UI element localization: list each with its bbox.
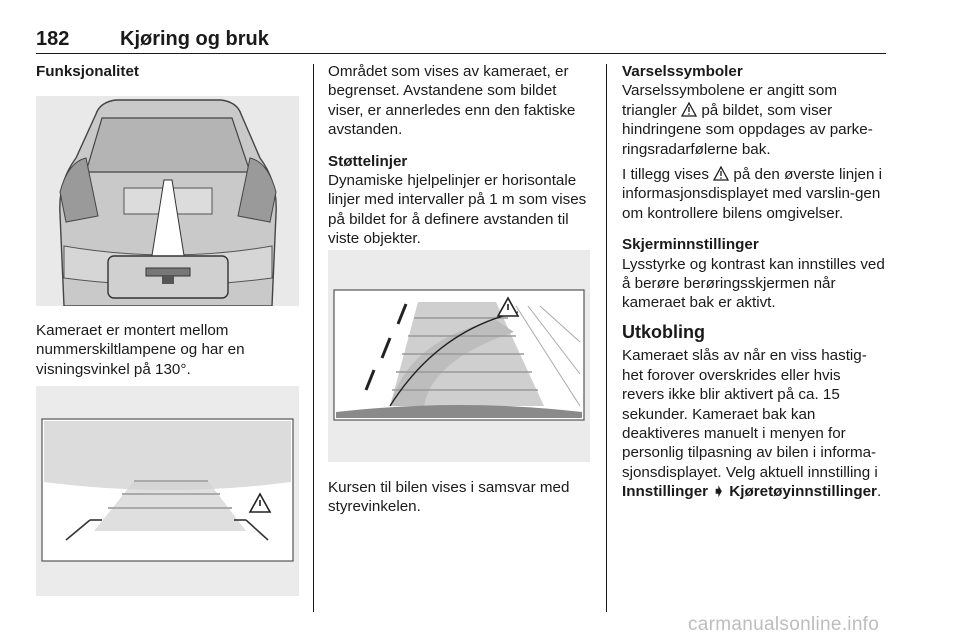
- paragraph: [622, 346, 886, 501]
- section-heading: Støttelinjer: [328, 152, 408, 170]
- watermark: carmanualsonline.info: [688, 614, 880, 635]
- paragraph: Lysstyrke og kontrast kan innstilles ved å berøre berøringsskjermen når kameraet bak er aktivt.: [622, 255, 885, 312]
- camera-view-illustration: [36, 386, 299, 596]
- chapter-title: Kjøring og bruk: [120, 28, 269, 50]
- text-run: I tillegg vises: [622, 166, 709, 184]
- text-run: Varselssymbolene er angitt som triangler: [622, 82, 837, 119]
- column-2: [328, 62, 590, 249]
- menu-path-vehicle-settings: Kjøretøyinnstillinger: [729, 483, 877, 501]
- caption-text: Kameraet er montert mellom nummerskiltlampene og har en visningsvinkel på 130°.: [36, 322, 245, 378]
- section-heading: Utkobling: [622, 321, 705, 342]
- column-1-caption: [36, 321, 299, 379]
- warning-triangle-icon: [681, 102, 697, 117]
- caption-text: Kursen til bilen vises i samsvar med styrevinkelen.: [328, 479, 570, 516]
- page-number: 182: [36, 28, 70, 50]
- paragraph: Området som vises av kameraet, er begrenset. Avstandene som bildet viser, er annerledes enn den faktiske avstanden.: [328, 63, 576, 139]
- menu-path-settings: Innstillinger: [622, 483, 709, 501]
- header-rule: [36, 53, 886, 54]
- menu-arrow-icon: ➧: [712, 483, 726, 501]
- column-divider: [313, 64, 314, 612]
- paragraph: [622, 165, 886, 223]
- column-2-caption: [328, 478, 590, 517]
- text-run: på den øverste linjen i informasjonsdisplayet med varslin-gen om kontrollere bilens omgivelser.: [622, 166, 883, 222]
- section-heading: Varselssymboler: [622, 63, 743, 80]
- column-3: [622, 62, 886, 502]
- text-run: på bildet, som viser hindringene som oppdages av parke-ringsradarfølerne bak.: [622, 101, 873, 158]
- car-rear-illustration: [36, 96, 299, 306]
- column-divider: [606, 64, 607, 612]
- section-heading: Funksjonalitet: [36, 63, 139, 80]
- warning-triangle-icon: [713, 166, 729, 181]
- paragraph: [622, 81, 886, 159]
- text-run: .: [876, 483, 882, 501]
- guidelines-illustration: [328, 250, 590, 462]
- column-1: [36, 62, 299, 81]
- paragraph: Dynamiske hjelpelinjer er horisontale linjer med intervaller på 1 m som vises på bildet for å definere avstanden til viste objekter.: [328, 172, 587, 248]
- page-header: [36, 28, 886, 52]
- section-heading: Skjerminnstillinger: [622, 236, 759, 254]
- text-run: Kameraet slås av når en viss hastig-het forover overskrides eller hvis revers ikke blir aktivert på ca. 15 sekunder. Kameraet bak kan deaktiveres manuelt i menyen for personlig tilpasning av bilen i informa-sjonsdisplayet. Velg aktuell innstilling i: [622, 347, 878, 481]
